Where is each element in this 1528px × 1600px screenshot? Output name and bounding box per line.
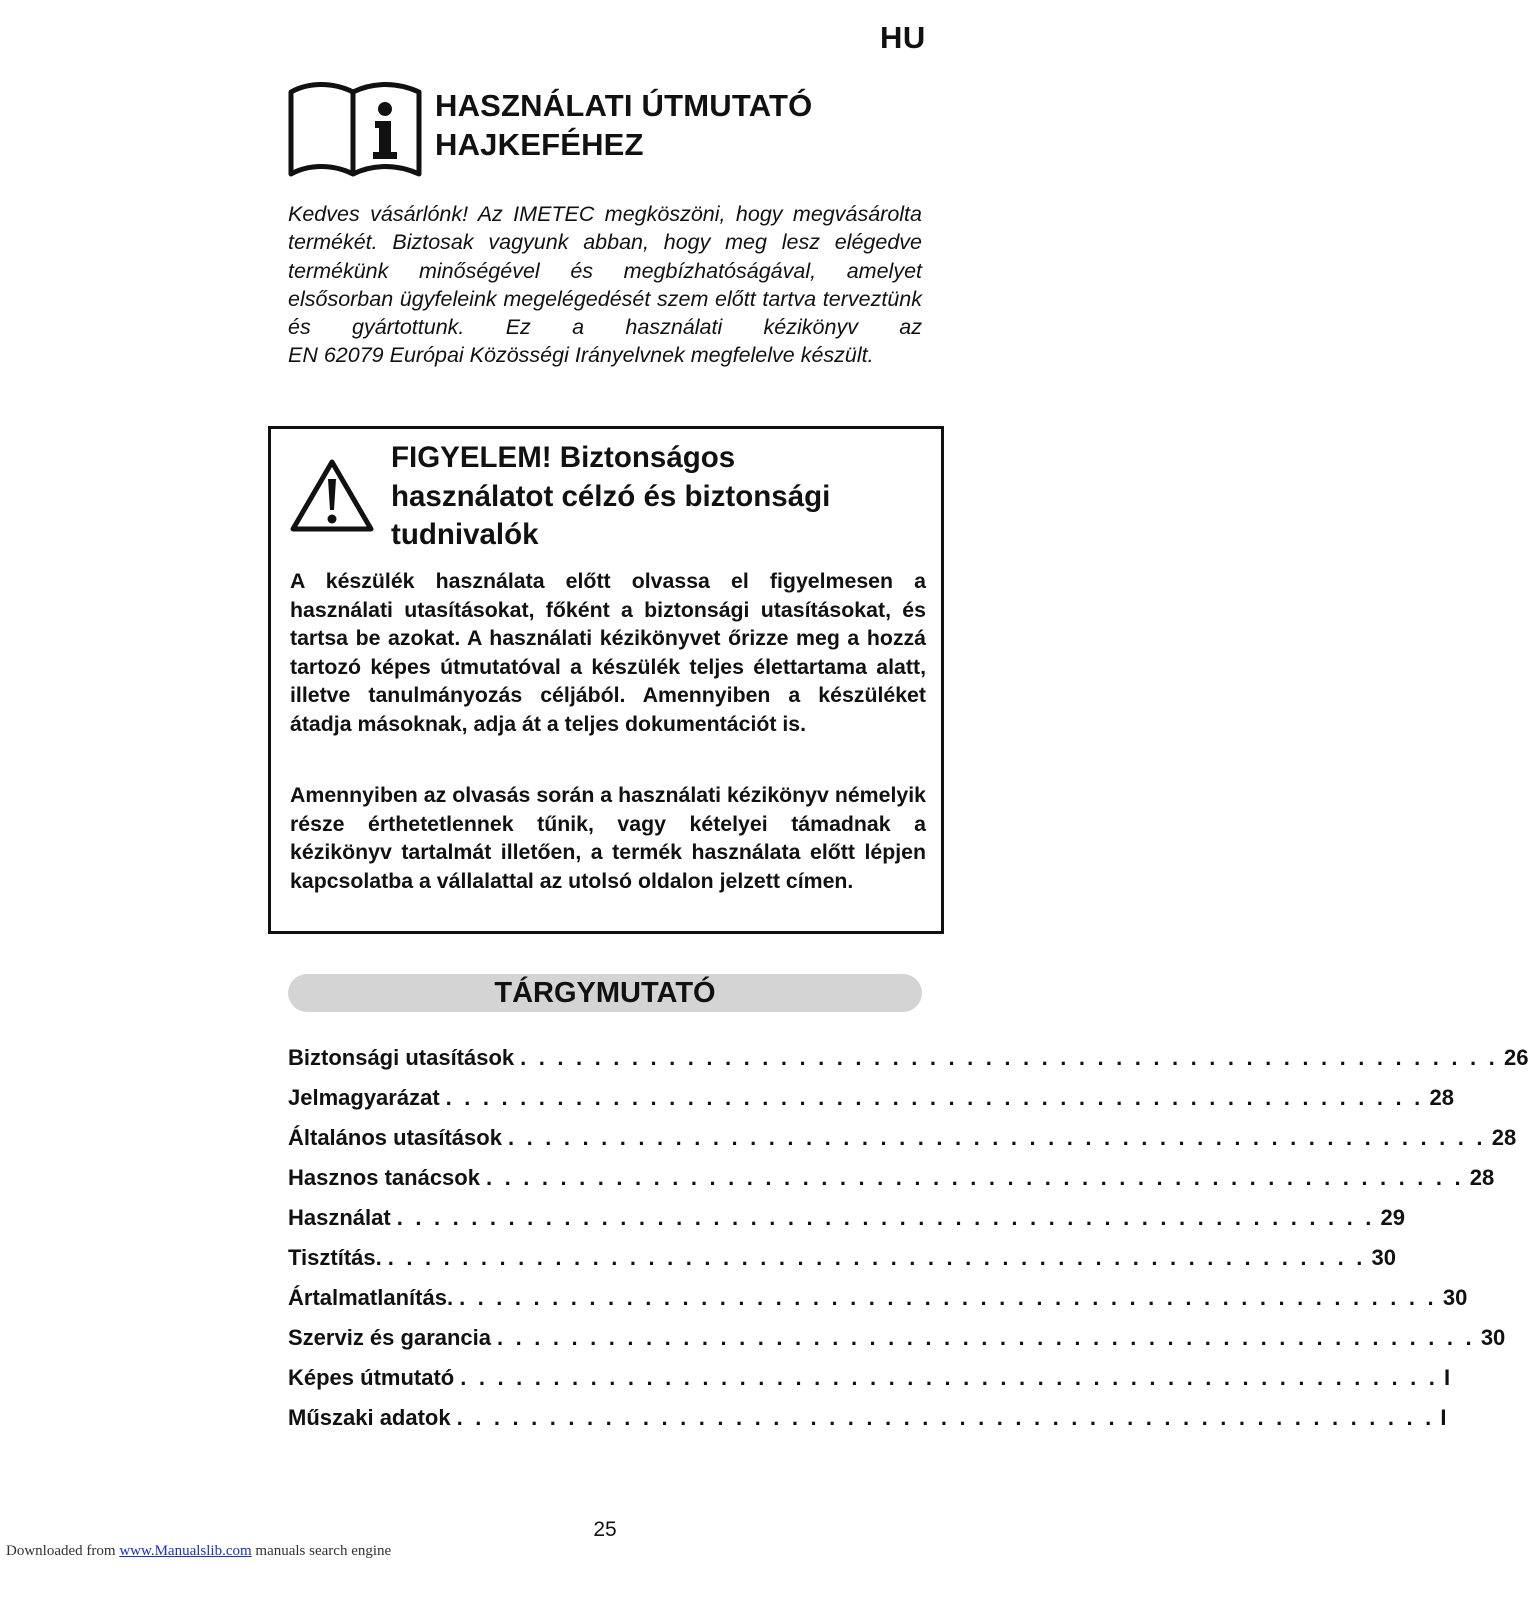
intro-body: Kedves vásárlónk! Az IMETEC megköszöni, hogy megvásárolta termékét. Biztosak vagyunk abban, hogy meg lesz elégedve termékünk minőségével és megbízhatóságával, amelyet elsősorban ügyfeleink megelégedését szem előtt tartva terveztünk és gyártottunk. Ez a használati kézikönyv az [288,202,922,340]
toc-row[interactable] [288,1278,1468,1318]
toc-label: Műszaki adatok [288,1405,451,1430]
toc-row[interactable] [288,1198,1405,1238]
index-heading: TÁRGYMUTATÓ [288,974,922,1012]
toc-page-number: 30 [1442,1285,1468,1310]
toc-label: Hasznos tanácsok [288,1165,480,1190]
title-line-1: HASZNÁLATI ÚTMUTATÓ [435,88,813,123]
toc-leader-dots: . . . . . . . . . . . . . . . . . . . . . . . . . . . . . . . . . . . . . . . . . . . . . . . . . . . . . [445,1085,1424,1110]
warning-title-line-3: tudnivalók [391,518,539,551]
toc-row[interactable] [288,1238,1397,1278]
footer-prefix: Downloaded from [6,1543,120,1559]
intro-last-line: EN 62079 Európai Közösségi Irányelvnek megfelelve készült. [288,343,874,368]
toc-leader-dots: . . . . . . . . . . . . . . . . . . . . . . . . . . . . . . . . . . . . . . . . . . . . . . . . . . . . . [456,1405,1435,1430]
info-book-icon [287,80,423,180]
toc-row[interactable] [288,1318,1506,1358]
toc-label: Biztonsági utasítások [288,1045,515,1070]
warning-title [391,439,931,555]
warning-paragraph-2: Amennyiben az olvasás során a használati kézikönyv némelyik része érthetetlennek tűnik, vagy kételyei támadnak a kézikönyv tartalmát illetően, a termék használata előtt lépjen kapcsolatba a vállalattal az utolsó oldalon jelzett címen. [290,783,926,893]
toc-page-number: 26 [1503,1045,1528,1070]
manual-title [435,86,935,164]
toc-label: Jelmagyarázat [288,1085,440,1110]
toc-label: Ártalmatlanítás. [288,1285,454,1310]
toc-row[interactable] [288,1078,1454,1118]
toc-row[interactable] [288,1358,1451,1398]
title-line-2: HAJKEFÉHEZ [435,127,644,162]
toc-leader-dots: . . . . . . . . . . . . . . . . . . . . . . . . . . . . . . . . . . . . . . . . . . . . . . . . . . . . . [507,1125,1486,1150]
warning-title-line-1: FIGYELEM! Biztonságos [391,441,736,474]
intro-text [288,200,922,370]
manual-header [287,80,937,180]
toc-leader-dots: . . . . . . . . . . . . . . . . . . . . . . . . . . . . . . . . . . . . . . . . . . . . . . . . . . . . . [387,1245,1366,1270]
toc-label: Tisztítás. [288,1245,382,1270]
toc-page-number: I [1444,1365,1451,1390]
warning-title-line-2: használatot célzó és biztonsági [391,479,831,513]
toc-page-number: 30 [1371,1245,1397,1270]
toc-leader-dots: . . . . . . . . . . . . . . . . . . . . . . . . . . . . . . . . . . . . . . . . . . . . . . . . . . . . . [460,1365,1439,1390]
toc-leader-dots: . . . . . . . . . . . . . . . . . . . . . . . . . . . . . . . . . . . . . . . . . . . . . . . . . . . . . [520,1045,1498,1070]
toc-leader-dots: . . . . . . . . . . . . . . . . . . . . . . . . . . . . . . . . . . . . . . . . . . . . . . . . . . . . . [459,1285,1437,1310]
page-number: 25 [593,1518,617,1541]
toc-leader-dots: . . . . . . . . . . . . . . . . . . . . . . . . . . . . . . . . . . . . . . . . . . . . . . . . . . . . . [497,1325,1475,1350]
toc-row[interactable] [288,1118,1517,1158]
toc-row[interactable] [288,1158,1495,1198]
toc-leader-dots: . . . . . . . . . . . . . . . . . . . . . . . . . . . . . . . . . . . . . . . . . . . . . . . . . . . . . [485,1165,1464,1190]
toc-label: Használat [288,1205,391,1230]
toc-page-number: 28 [1491,1125,1517,1150]
toc-label: Általános utasítások [288,1125,502,1150]
toc-page-number: 29 [1380,1205,1405,1230]
footer-suffix: manuals search engine [251,1543,392,1559]
toc-page-number: 28 [1429,1085,1454,1110]
toc-label: Szerviz és garancia [288,1325,492,1350]
manualslib-link[interactable]: www.Manualslib.com [119,1543,252,1559]
table-of-contents [288,1038,1528,1438]
safety-warning-box [268,426,944,934]
download-footer [6,1543,391,1560]
warning-triangle-icon [289,457,375,535]
toc-label: Képes útmutató [288,1365,455,1390]
language-code: HU [880,20,926,55]
warning-paragraph-1: A készülék használata előtt olvassa el figyelmesen a használati utasításokat, főként a biztonsági utasításokat, és tartsa be azokat. A használati kézikönyvet őrizze meg a hozzá tartozó képes útmutatóval a készülék teljes élettartama alatt, illetve tanulmányozás céljából. Amennyiben a készüléket átadja másoknak, adja át a teljes dokumentációt is. [290,569,926,736]
toc-page-number: 28 [1469,1165,1495,1190]
toc-page-number: 30 [1480,1325,1506,1350]
toc-leader-dots: . . . . . . . . . . . . . . . . . . . . . . . . . . . . . . . . . . . . . . . . . . . . . . . . . . . . . [396,1205,1375,1230]
toc-row[interactable] [288,1398,1447,1438]
toc-row[interactable] [288,1038,1528,1078]
toc-page-number: I [1440,1405,1447,1430]
